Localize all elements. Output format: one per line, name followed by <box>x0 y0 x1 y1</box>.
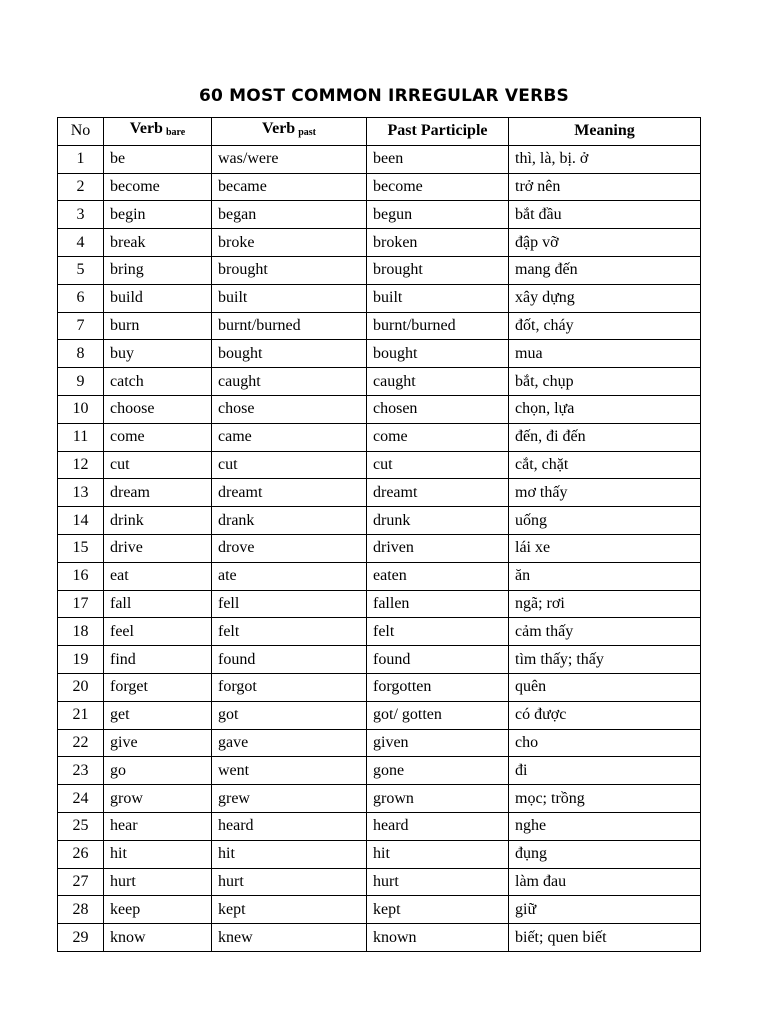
cell-past-participle: felt <box>367 618 509 646</box>
header-verb-bare-label: Verb <box>129 120 163 138</box>
cell-meaning: mơ thấy <box>509 479 701 507</box>
cell-past-participle: become <box>367 173 509 201</box>
cell-verb-bare: catch <box>104 368 212 396</box>
cell-no: 8 <box>58 340 104 368</box>
cell-past-participle: hit <box>367 840 509 868</box>
cell-verb-bare: know <box>104 924 212 952</box>
cell-verb-past: came <box>212 423 367 451</box>
cell-verb-past: hurt <box>212 868 367 896</box>
table-row <box>58 145 701 173</box>
cell-meaning: uống <box>509 507 701 535</box>
header-verb-past-sub: past <box>298 127 316 139</box>
cell-verb-past: went <box>212 757 367 785</box>
cell-no: 5 <box>58 256 104 284</box>
cell-meaning: làm đau <box>509 868 701 896</box>
cell-verb-bare: burn <box>104 312 212 340</box>
cell-past-participle: burnt/burned <box>367 312 509 340</box>
cell-meaning: giữ <box>509 896 701 924</box>
table-row <box>58 785 701 813</box>
table-row <box>58 395 701 423</box>
cell-verb-past: bought <box>212 340 367 368</box>
cell-no: 14 <box>58 507 104 535</box>
cell-past-participle: come <box>367 423 509 451</box>
cell-verb-past: got <box>212 701 367 729</box>
cell-no: 3 <box>58 201 104 229</box>
cell-past-participle: given <box>367 729 509 757</box>
table-row <box>58 896 701 924</box>
cell-verb-bare: become <box>104 173 212 201</box>
cell-meaning: nghe <box>509 812 701 840</box>
cell-verb-past: grew <box>212 785 367 813</box>
cell-verb-bare: keep <box>104 896 212 924</box>
cell-no: 17 <box>58 590 104 618</box>
table-row <box>58 368 701 396</box>
irregular-verbs-table <box>57 117 701 952</box>
cell-verb-past: dreamt <box>212 479 367 507</box>
cell-verb-past: found <box>212 646 367 674</box>
cell-verb-past: kept <box>212 896 367 924</box>
cell-meaning: mua <box>509 340 701 368</box>
cell-past-participle: hurt <box>367 868 509 896</box>
cell-verb-past: heard <box>212 812 367 840</box>
cell-past-participle: kept <box>367 896 509 924</box>
cell-meaning: ngã; rơi <box>509 590 701 618</box>
cell-past-participle: broken <box>367 229 509 257</box>
table-row <box>58 507 701 535</box>
cell-no: 19 <box>58 646 104 674</box>
cell-meaning: đến, đi đến <box>509 423 701 451</box>
cell-no: 29 <box>58 924 104 952</box>
cell-past-participle: caught <box>367 368 509 396</box>
cell-meaning: thì, là, bị. ở <box>509 145 701 173</box>
table-row <box>58 646 701 674</box>
table-row <box>58 201 701 229</box>
cell-past-participle: bought <box>367 340 509 368</box>
cell-verb-bare: drive <box>104 534 212 562</box>
cell-no: 22 <box>58 729 104 757</box>
cell-no: 27 <box>58 868 104 896</box>
table-row <box>58 562 701 590</box>
cell-no: 16 <box>58 562 104 590</box>
cell-past-participle: fallen <box>367 590 509 618</box>
header-past-participle: Past Participle <box>367 118 509 146</box>
table-row <box>58 423 701 451</box>
cell-meaning: chọn, lựa <box>509 395 701 423</box>
table-row <box>58 312 701 340</box>
cell-verb-past: brought <box>212 256 367 284</box>
cell-verb-past: hit <box>212 840 367 868</box>
cell-meaning: đi <box>509 757 701 785</box>
table-row <box>58 729 701 757</box>
cell-past-participle: heard <box>367 812 509 840</box>
table-row <box>58 868 701 896</box>
table-row <box>58 229 701 257</box>
cell-past-participle: cut <box>367 451 509 479</box>
cell-verb-bare: come <box>104 423 212 451</box>
cell-verb-bare: bring <box>104 256 212 284</box>
cell-no: 11 <box>58 423 104 451</box>
cell-meaning: bắt, chụp <box>509 368 701 396</box>
cell-verb-bare: drink <box>104 507 212 535</box>
cell-past-participle: built <box>367 284 509 312</box>
cell-verb-bare: break <box>104 229 212 257</box>
cell-verb-past: gave <box>212 729 367 757</box>
table-row <box>58 673 701 701</box>
cell-verb-bare: build <box>104 284 212 312</box>
cell-no: 20 <box>58 673 104 701</box>
cell-verb-past: drank <box>212 507 367 535</box>
cell-verb-bare: give <box>104 729 212 757</box>
table-row <box>58 534 701 562</box>
cell-no: 13 <box>58 479 104 507</box>
cell-verb-bare: hear <box>104 812 212 840</box>
table-row <box>58 284 701 312</box>
cell-meaning: trở nên <box>509 173 701 201</box>
cell-meaning: ăn <box>509 562 701 590</box>
cell-no: 26 <box>58 840 104 868</box>
cell-no: 18 <box>58 618 104 646</box>
cell-verb-past: burnt/burned <box>212 312 367 340</box>
cell-past-participle: begun <box>367 201 509 229</box>
cell-verb-past: forgot <box>212 673 367 701</box>
table-row <box>58 924 701 952</box>
table-row <box>58 701 701 729</box>
cell-meaning: mọc; trồng <box>509 785 701 813</box>
cell-verb-bare: buy <box>104 340 212 368</box>
cell-no: 10 <box>58 395 104 423</box>
cell-meaning: đụng <box>509 840 701 868</box>
cell-meaning: biết; quen biết <box>509 924 701 952</box>
cell-verb-past: became <box>212 173 367 201</box>
cell-no: 12 <box>58 451 104 479</box>
page-title: 60 MOST COMMON IRREGULAR VERBS <box>199 86 569 106</box>
cell-verb-past: was/were <box>212 145 367 173</box>
cell-meaning: xây dựng <box>509 284 701 312</box>
cell-verb-past: began <box>212 201 367 229</box>
cell-no: 28 <box>58 896 104 924</box>
header-verb-bare-sub: bare <box>165 127 186 139</box>
cell-verb-bare: feel <box>104 618 212 646</box>
cell-meaning: lái xe <box>509 534 701 562</box>
cell-verb-bare: dream <box>104 479 212 507</box>
cell-past-participle: known <box>367 924 509 952</box>
cell-verb-past: ate <box>212 562 367 590</box>
table-row <box>58 757 701 785</box>
table-row <box>58 812 701 840</box>
cell-past-participle: brought <box>367 256 509 284</box>
cell-no: 4 <box>58 229 104 257</box>
table-row <box>58 479 701 507</box>
cell-no: 23 <box>58 757 104 785</box>
cell-past-participle: forgotten <box>367 673 509 701</box>
cell-verb-bare: get <box>104 701 212 729</box>
table-row <box>58 173 701 201</box>
cell-verb-bare: eat <box>104 562 212 590</box>
header-verb-bare <box>104 118 212 146</box>
cell-verb-past: fell <box>212 590 367 618</box>
cell-past-participle: found <box>367 646 509 674</box>
cell-verb-bare: begin <box>104 201 212 229</box>
cell-past-participle: been <box>367 145 509 173</box>
cell-meaning: cắt, chặt <box>509 451 701 479</box>
cell-meaning: bắt đầu <box>509 201 701 229</box>
cell-past-participle: gone <box>367 757 509 785</box>
cell-meaning: tìm thấy; thấy <box>509 646 701 674</box>
cell-no: 21 <box>58 701 104 729</box>
header-verb-past <box>212 118 367 146</box>
cell-verb-past: broke <box>212 229 367 257</box>
cell-verb-past: cut <box>212 451 367 479</box>
cell-verb-bare: be <box>104 145 212 173</box>
cell-verb-past: built <box>212 284 367 312</box>
cell-meaning: có được <box>509 701 701 729</box>
cell-past-participle: dreamt <box>367 479 509 507</box>
table-row <box>58 840 701 868</box>
table-row <box>58 590 701 618</box>
table-row <box>58 451 701 479</box>
cell-past-participle: got/ gotten <box>367 701 509 729</box>
table-row <box>58 256 701 284</box>
cell-past-participle: eaten <box>367 562 509 590</box>
cell-verb-bare: hit <box>104 840 212 868</box>
cell-verb-past: caught <box>212 368 367 396</box>
table-row <box>58 618 701 646</box>
cell-verb-past: knew <box>212 924 367 952</box>
cell-meaning: đập vỡ <box>509 229 701 257</box>
header-no: No <box>58 118 104 146</box>
cell-no: 24 <box>58 785 104 813</box>
cell-verb-past: chose <box>212 395 367 423</box>
cell-no: 7 <box>58 312 104 340</box>
cell-no: 9 <box>58 368 104 396</box>
cell-past-participle: chosen <box>367 395 509 423</box>
header-verb-past-label: Verb <box>262 120 296 138</box>
table-header-row <box>58 118 701 146</box>
cell-verb-bare: go <box>104 757 212 785</box>
cell-no: 25 <box>58 812 104 840</box>
cell-no: 2 <box>58 173 104 201</box>
cell-verb-bare: choose <box>104 395 212 423</box>
cell-verb-bare: cut <box>104 451 212 479</box>
cell-verb-bare: fall <box>104 590 212 618</box>
cell-no: 6 <box>58 284 104 312</box>
cell-verb-past: felt <box>212 618 367 646</box>
cell-no: 1 <box>58 145 104 173</box>
cell-meaning: mang đến <box>509 256 701 284</box>
cell-meaning: quên <box>509 673 701 701</box>
cell-meaning: cho <box>509 729 701 757</box>
cell-no: 15 <box>58 534 104 562</box>
cell-meaning: cảm thấy <box>509 618 701 646</box>
cell-past-participle: driven <box>367 534 509 562</box>
cell-meaning: đốt, cháy <box>509 312 701 340</box>
table-body <box>58 145 701 951</box>
cell-verb-past: drove <box>212 534 367 562</box>
cell-past-participle: grown <box>367 785 509 813</box>
cell-verb-bare: find <box>104 646 212 674</box>
cell-past-participle: drunk <box>367 507 509 535</box>
cell-verb-bare: hurt <box>104 868 212 896</box>
cell-verb-bare: grow <box>104 785 212 813</box>
table-row <box>58 340 701 368</box>
header-meaning: Meaning <box>509 118 701 146</box>
cell-verb-bare: forget <box>104 673 212 701</box>
